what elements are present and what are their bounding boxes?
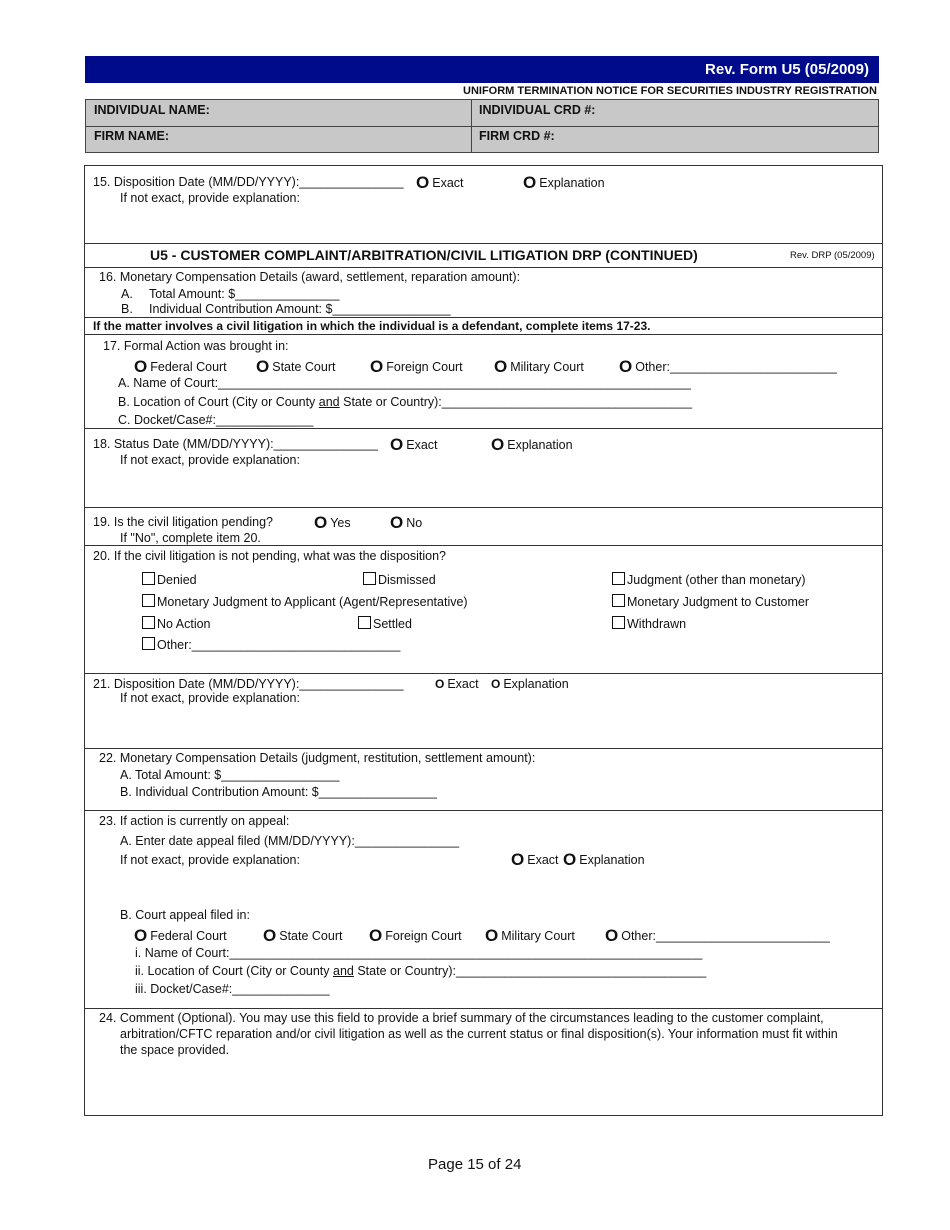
q15-explanation-option[interactable]: O Explanation — [523, 173, 605, 192]
q18-note: If not exact, provide explanation: — [120, 453, 300, 467]
q20-other[interactable]: Other:______________________________ — [142, 636, 400, 652]
q20-label: 20. If the civil litigation is not pending, what was the disposition? — [93, 549, 446, 563]
radio-icon[interactable]: O — [263, 926, 277, 945]
checkbox-icon[interactable] — [358, 616, 371, 629]
q23-option-federal[interactable]: O Federal Court — [134, 926, 227, 945]
q22-label: 22. Monetary Compensation Details (judgment, restitution, settlement amount): — [99, 751, 536, 765]
q17-option-foreign[interactable]: O Foreign Court — [370, 357, 463, 376]
firm-crd-label: FIRM CRD #: — [479, 129, 555, 143]
q19-yes-option[interactable]: O Yes — [314, 513, 351, 532]
q24-line-3: the space provided. — [120, 1043, 230, 1057]
q17-label: 17. Formal Action was brought in: — [103, 339, 289, 353]
q23-exact-option[interactable]: O Exact — [511, 850, 559, 869]
section-title: U5 - CUSTOMER COMPLAINT/ARBITRATION/CIVIL LITIGATION DRP (CONTINUED) — [150, 247, 698, 263]
form-subtitle: UNIFORM TERMINATION NOTICE FOR SECURITIES INDUSTRY REGISTRATION — [463, 85, 877, 97]
q20-judgment-other[interactable]: Judgment (other than monetary) — [612, 571, 806, 587]
q15-label: 15. Disposition Date (MM/DD/YYYY):_______________ — [93, 175, 404, 189]
radio-icon[interactable]: O — [485, 926, 499, 945]
form-title: Rev. Form U5 (05/2009) — [705, 61, 869, 78]
radio-icon[interactable]: O — [523, 173, 537, 192]
q20-no-action[interactable]: No Action — [142, 615, 211, 631]
q21-exact-option[interactable]: O Exact — [435, 677, 479, 691]
radio-icon[interactable]: O — [605, 926, 619, 945]
radio-icon[interactable]: O — [491, 677, 501, 691]
q17-option-other[interactable]: O Other:________________________ — [619, 357, 837, 376]
q24-line-1: 24. Comment (Optional). You may use this field to provide a brief summary of the circumstances leading to the customer complaint, — [99, 1011, 824, 1025]
q20-settled[interactable]: Settled — [358, 615, 412, 631]
q21-note: If not exact, provide explanation: — [120, 691, 300, 705]
civil-litigation-note: If the matter involves a civil litigation in which the individual is a defendant, complete items 17-23. — [93, 319, 651, 333]
q21-explanation-option[interactable]: O Explanation — [491, 677, 569, 691]
q22-total-amount[interactable]: A. Total Amount: $_________________ — [120, 768, 340, 782]
checkbox-icon[interactable] — [612, 594, 625, 607]
radio-icon[interactable]: O — [134, 926, 148, 945]
form-title-band — [85, 56, 879, 83]
q17-option-military[interactable]: O Military Court — [494, 357, 584, 376]
radio-icon[interactable]: O — [619, 357, 633, 376]
radio-icon[interactable]: O — [314, 513, 328, 532]
q17-location-of-court[interactable]: B. Location of Court (City or County and State or Country):____________________________________ — [118, 395, 693, 409]
q16-label: 16. Monetary Compensation Details (award, settlement, reparation amount): — [99, 270, 521, 284]
q19-no-option[interactable]: O No — [390, 513, 423, 532]
radio-icon[interactable]: O — [369, 926, 383, 945]
checkbox-icon[interactable] — [612, 572, 625, 585]
q18-exact-option[interactable]: O Exact — [390, 435, 438, 454]
firm-name-label: FIRM NAME: — [94, 129, 169, 143]
radio-icon[interactable]: O — [390, 513, 404, 532]
radio-icon[interactable]: O — [491, 435, 505, 454]
radio-icon[interactable]: O — [435, 677, 445, 691]
q23-note: If not exact, provide explanation: — [120, 853, 300, 867]
q16-a-letter: A. — [121, 287, 133, 301]
radio-icon[interactable]: O — [511, 850, 525, 869]
q16-individual-contribution[interactable]: Individual Contribution Amount: $_________________ — [149, 302, 451, 316]
section-rev: Rev. DRP (05/2009) — [790, 250, 875, 261]
individual-name-label: INDIVIDUAL NAME: — [94, 103, 210, 117]
q23-court-label: B. Court appeal filed in: — [120, 908, 250, 922]
page-number: Page 15 of 24 — [428, 1156, 522, 1173]
radio-icon[interactable]: O — [390, 435, 404, 454]
q20-monetary-applicant[interactable]: Monetary Judgment to Applicant (Agent/Representative) — [142, 593, 468, 609]
q23-option-foreign[interactable]: O Foreign Court — [369, 926, 462, 945]
individual-crd-label: INDIVIDUAL CRD #: — [479, 103, 596, 117]
q23-option-state[interactable]: O State Court — [263, 926, 343, 945]
q23-location-of-court[interactable]: ii. Location of Court (City or County and State or Country):____________________________________ — [135, 964, 707, 978]
radio-icon[interactable]: O — [256, 357, 270, 376]
q18-explanation-option[interactable]: O Explanation — [491, 435, 573, 454]
q17-option-federal[interactable]: O Federal Court — [134, 357, 227, 376]
checkbox-icon[interactable] — [142, 637, 155, 650]
q15-exact-option[interactable]: O Exact — [416, 173, 464, 192]
q20-withdrawn[interactable]: Withdrawn — [612, 615, 686, 631]
q23-explanation-option[interactable]: O Explanation — [563, 850, 645, 869]
radio-icon[interactable]: O — [134, 357, 148, 376]
q18-label: 18. Status Date (MM/DD/YYYY):_______________ — [93, 437, 378, 451]
q19-note: If "No", complete item 20. — [120, 531, 261, 545]
q16-b-letter: B. — [121, 302, 133, 316]
checkbox-icon[interactable] — [612, 616, 625, 629]
identity-grid — [85, 99, 879, 153]
q17-docket[interactable]: C. Docket/Case#:______________ — [118, 413, 314, 427]
q20-dismissed[interactable]: Dismissed — [363, 571, 436, 587]
q23-option-other[interactable]: O Other:_________________________ — [605, 926, 830, 945]
checkbox-icon[interactable] — [142, 616, 155, 629]
q19-label: 19. Is the civil litigation pending? — [93, 515, 273, 529]
q20-monetary-customer[interactable]: Monetary Judgment to Customer — [612, 593, 809, 609]
checkbox-icon[interactable] — [142, 572, 155, 585]
checkbox-icon[interactable] — [363, 572, 376, 585]
q24-line-2: arbitration/CFTC reparation and/or civil litigation as well as the current status or final disposition(s). Your information must fit within — [120, 1027, 838, 1041]
radio-icon[interactable]: O — [563, 850, 577, 869]
q15-note: If not exact, provide explanation: — [120, 191, 300, 205]
q17-name-of-court[interactable]: A. Name of Court:____________________________________________________________________ — [118, 376, 691, 390]
radio-icon[interactable]: O — [416, 173, 430, 192]
q21-label: 21. Disposition Date (MM/DD/YYYY):_______________ — [93, 677, 404, 691]
radio-icon[interactable]: O — [370, 357, 384, 376]
q22-individual-contribution[interactable]: B. Individual Contribution Amount: $_________________ — [120, 785, 437, 799]
q23-name-of-court[interactable]: i. Name of Court:____________________________________________________________________ — [135, 946, 703, 960]
q23-label: 23. If action is currently on appeal: — [99, 814, 290, 828]
q20-denied[interactable]: Denied — [142, 571, 197, 587]
q17-option-state[interactable]: O State Court — [256, 357, 336, 376]
q23-docket[interactable]: iii. Docket/Case#:______________ — [135, 982, 330, 996]
q16-total-amount[interactable]: Total Amount: $_______________ — [149, 287, 340, 301]
radio-icon[interactable]: O — [494, 357, 508, 376]
checkbox-icon[interactable] — [142, 594, 155, 607]
q23-option-military[interactable]: O Military Court — [485, 926, 575, 945]
q23-appeal-date[interactable]: A. Enter date appeal filed (MM/DD/YYYY):_______________ — [120, 834, 460, 848]
